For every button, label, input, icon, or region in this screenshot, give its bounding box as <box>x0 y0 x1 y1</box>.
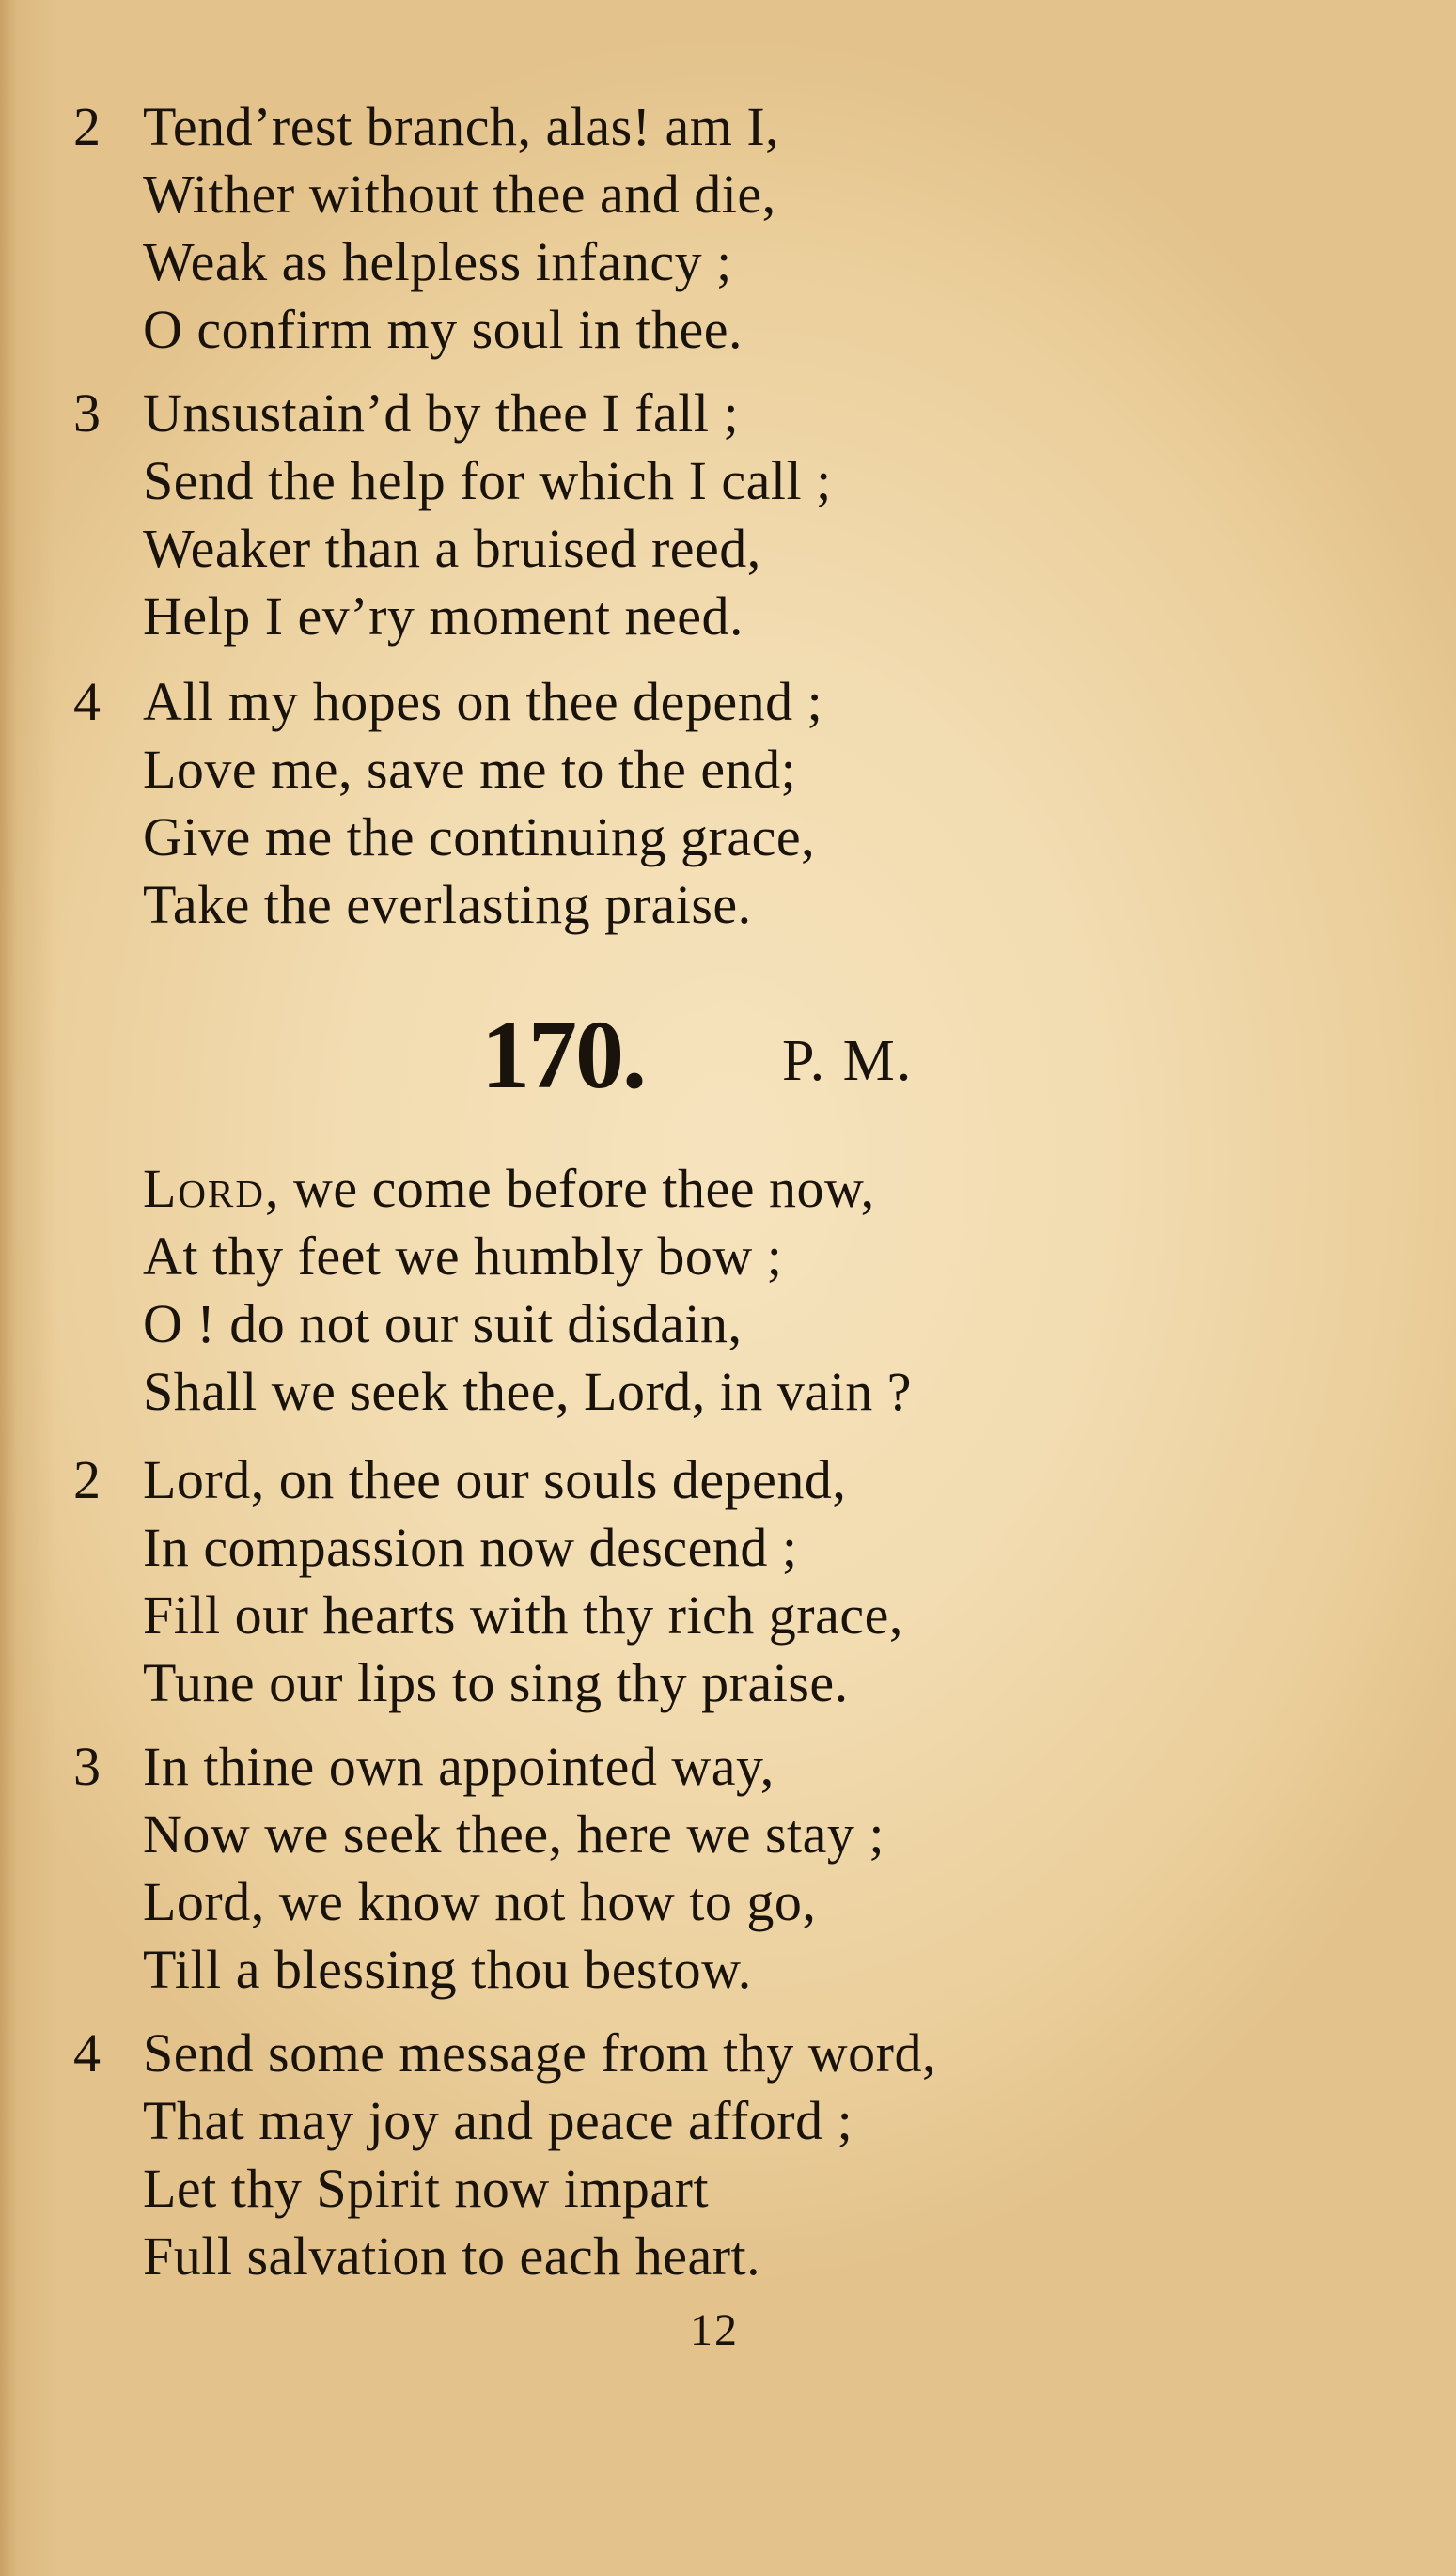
verse-line: O ! do not our suit disdain, <box>143 1293 743 1354</box>
verse-line: That may joy and peace afford ; <box>143 2090 853 2151</box>
verse-line: Take the everlasting praise. <box>143 874 752 935</box>
verse-line: Weaker than a bruised reed, <box>143 518 761 579</box>
first-line-rest: , we come before thee now, <box>265 1158 875 1219</box>
stanza-number: 3 <box>73 1736 101 1797</box>
stanza-number: 2 <box>73 96 101 157</box>
verse-line: Fill our hearts with thy rich grace, <box>143 1585 903 1646</box>
verse-line: Tune our lips to sing thy praise. <box>143 1652 849 1713</box>
first-word: Lord <box>143 1158 265 1219</box>
verse-line: Help I ev’ry moment need. <box>143 585 744 647</box>
verse-line: Full salvation to each heart. <box>143 2225 761 2287</box>
stanza-number: 2 <box>73 1449 101 1510</box>
hymn-meter: P. M. <box>782 1029 914 1093</box>
verse-line: Let thy Spirit now impart <box>143 2158 710 2219</box>
verse-line: Shall we seek thee, Lord, in vain ? <box>143 1361 912 1422</box>
verse-line: Tend’rest branch, alas! am I, <box>143 96 780 157</box>
stanza-number: 4 <box>73 2022 101 2084</box>
verse-line: Lord, we know not how to go, <box>143 1871 817 1932</box>
page-number: 12 <box>690 2305 739 2355</box>
verse-line: In thine own appointed way, <box>143 1736 775 1797</box>
verse-line: Lord, on thee our souls depend, <box>143 1449 847 1510</box>
verse-line: Weak as helpless infancy ; <box>143 231 732 292</box>
verse-line: All my hopes on thee depend ; <box>143 671 823 732</box>
verse-line: Send the help for which I call ; <box>143 450 832 511</box>
verse-line: O confirm my soul in thee. <box>143 299 744 360</box>
verse-line: Love me, save me to the end; <box>143 739 797 800</box>
verse-line: In compassion now descend ; <box>143 1517 798 1578</box>
verse-line-first <box>143 1156 875 1222</box>
stanza-number: 3 <box>73 382 101 444</box>
verse-line: Now we seek thee, here we stay ; <box>143 1803 885 1865</box>
verse-line: At thy feet we humbly bow ; <box>143 1226 783 1287</box>
hymn-heading <box>0 1001 1456 1109</box>
stanza-number: 4 <box>73 671 101 732</box>
verse-line: Wither without thee and die, <box>143 164 776 225</box>
verse-line: Give me the continuing grace, <box>143 806 816 867</box>
verse-line: Send some message from thy word, <box>143 2022 936 2084</box>
verse-line: Till a blessing thou bestow. <box>143 1939 752 2000</box>
verse-line: Unsustain’d by thee I fall ; <box>143 382 740 444</box>
hymn-number: 170. <box>481 1001 645 1109</box>
